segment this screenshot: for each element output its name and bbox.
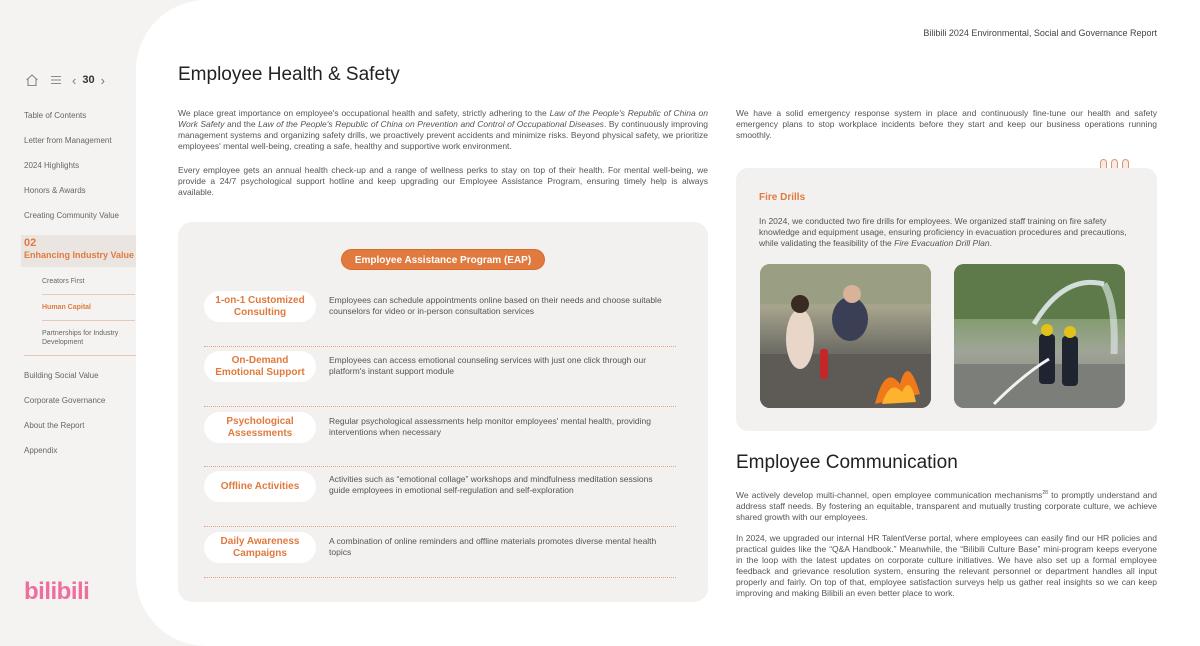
nav-item-social[interactable]: Building Social Value (24, 371, 99, 380)
sub-nav (24, 269, 136, 356)
fire-drills-text: In 2024, we conducted two fire drills for employees. We organized staff training on fire safety knowledge and equipment usage, ensuring proficiency in evacuation procedures and precautions, while validating the feasibility of the Fire Evacuation Drill Plan. (759, 216, 1127, 248)
eap-card (178, 222, 708, 602)
eap-item (204, 287, 676, 347)
menu-icon[interactable] (48, 72, 64, 88)
nav-item-highlights[interactable]: 2024 Highlights (24, 161, 80, 170)
nav-item-about[interactable]: About the Report (24, 421, 85, 430)
eap-title: Employee Assistance Program (EAP) (341, 249, 545, 270)
eap-item-label: Daily Awareness Campaigns (204, 532, 316, 563)
chevron-left-icon[interactable]: ‹ (72, 72, 77, 88)
nav-item-community[interactable]: Creating Community Value (24, 211, 120, 220)
eap-item (204, 518, 676, 578)
health-paragraph-1: We place great importance on employee's occupational health and safety, strictly adhering to the Law of the People's Republic of China on Work Safety and the Law of the People's Republic of China on Prevention and Control of Occupational Diseases. By continuously improving management systems and organizing safety drills, we proactively prevent accidents and minimize risks. Beyond physical safety, we prioritize employees' mental well-being, creating a safe, healthy and supportive work environment. (178, 108, 708, 151)
sub-item-partnerships[interactable]: Partnerships for Industry Development (42, 330, 119, 346)
report-title: Bilibili 2024 Environmental, Social and Governance Report (923, 28, 1157, 38)
eap-item-desc: Employees can schedule appointments online based on their needs and choose suitable counselors for video or in-person consultation services (329, 295, 662, 316)
eap-item-label: Offline Activities (204, 471, 316, 502)
nav-item-toc[interactable]: Table of Contents (24, 111, 87, 120)
sidebar (0, 0, 150, 646)
communication-paragraph-2: In 2024, we upgraded our internal HR TalentVerse portal, where employees can easily find our HR policies and practical guides like the “Q&A Handbook.” Meanwhile, the “Bilibili Culture Base” mini-program keeps everyone in the loop with the latest updates on corporate culture initiatives. We have also set up a formal employee feedback and grievance resolution system, ensuring the relevant personnel or department handles all input properly and fairly. On top of that, employee satisfaction surveys help us gather real insights so we can keep improving and making Bilibili an even better place to work. (736, 533, 1157, 598)
nav-item-honors[interactable]: Honors & Awards (24, 186, 86, 195)
fire-drill-photo-hose (954, 264, 1125, 408)
eap-item (204, 347, 676, 407)
fire-drill-photo-extinguisher (760, 264, 931, 408)
section-number: 02 (24, 237, 37, 249)
eap-item-label: On-Demand Emotional Support (204, 351, 316, 382)
main-page (136, 0, 1200, 646)
home-icon[interactable] (24, 72, 40, 88)
eap-item-desc: Employees can access emotional counseling services with just one click through our platform's instant support module (329, 355, 647, 376)
nav-item-letter[interactable]: Letter from Management (24, 136, 112, 145)
section-title: Enhancing Industry Value (24, 250, 135, 260)
communication-paragraph-1: We actively develop multi-channel, open employee communication mechanisms$^{28}$ to promptly understand and address staff needs. By fostering an equitable, transparent and mutually trusting corporate culture, we achieve shared growth with our employees. (736, 489, 1158, 522)
page-number: 30 (82, 74, 95, 86)
footnote-ref[interactable]: 28 (1042, 490, 1048, 496)
fire-drills-card (736, 168, 1157, 431)
sidebar-nav (24, 110, 136, 470)
communication-title: Employee Communication (736, 452, 958, 473)
eap-item (204, 407, 676, 467)
eap-item-desc: Regular psychological assessments help monitor employees' mental health, providing interventions when necessary (329, 416, 651, 437)
health-title: Employee Health & Safety (178, 64, 400, 85)
emergency-paragraph: We have a solid emergency response system in place and continuously fine-tune our health and safety emergency plans to stop workplace incidents before they start and keep our business operations running smoothly. (736, 108, 1157, 140)
eap-item-desc: Activities such as “emotional collage” workshops and mindfulness meditation sessions guide employees in emotional self-regulation and self-exploration (329, 474, 653, 495)
sub-item-human-capital[interactable]: Human Capital (42, 295, 135, 321)
nav-item-governance[interactable]: Corporate Governance (24, 396, 106, 405)
bilibili-logo[interactable]: bilibili (24, 578, 90, 605)
sidebar-toolbar (24, 72, 105, 88)
nav-item-appendix[interactable]: Appendix (24, 446, 58, 455)
eap-item-label: 1-on-1 Customized Consulting (204, 291, 316, 322)
eap-item-desc: A combination of online reminders and offline materials promotes diverse mental health topics (329, 536, 657, 557)
nav-item-industry-active[interactable] (21, 235, 136, 267)
eap-item-label: Psychological Assessments (204, 412, 316, 443)
sub-item-creators[interactable]: Creators First (42, 269, 135, 295)
chevron-right-icon[interactable]: › (100, 72, 105, 88)
fire-drills-title: Fire Drills (759, 192, 806, 203)
health-paragraph-2: Every employee gets an annual health check-up and a range of wellness perks to stay on top of their health. For mental well-being, we provide a 24/7 psychological support hotline and keep upgrading our Employee Assistance Program, ensuring timely help is always available. (178, 165, 708, 197)
